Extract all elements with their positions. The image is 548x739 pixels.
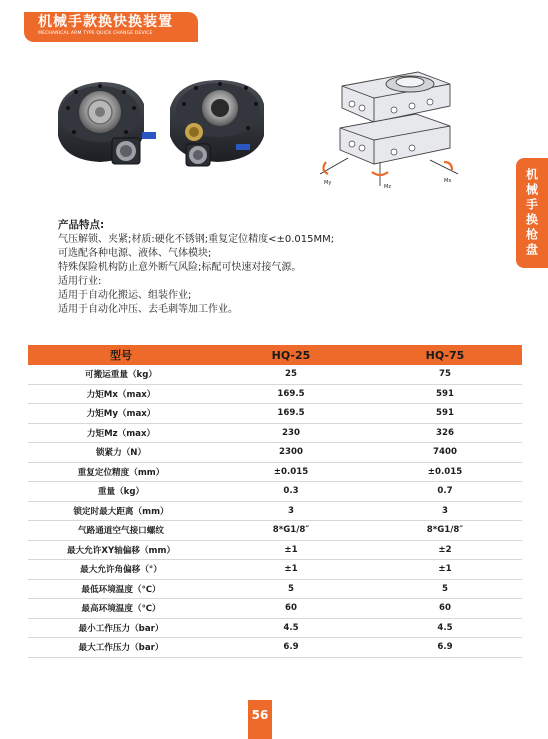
hq75-value: 75	[368, 365, 522, 384]
hq75-value: ±1	[368, 560, 522, 580]
hq25-value: 60	[214, 599, 368, 619]
row-label: 锁定时最大距离（mm）	[28, 501, 214, 521]
feature-line: 适用于自动化搬运、组装作业;	[58, 290, 192, 301]
hq75-value: ±2	[368, 540, 522, 560]
row-label: 重量（kg）	[28, 482, 214, 502]
row-label: 力矩Mz（max）	[28, 423, 214, 443]
hq25-value: 5	[214, 579, 368, 599]
hq25-value: ±1	[214, 540, 368, 560]
feature-line: 适用行业:	[58, 276, 102, 287]
table-row	[28, 521, 522, 541]
hq75-value: 3	[368, 501, 522, 521]
hq25-value: ±1	[214, 560, 368, 580]
hq25-value: 2300	[214, 443, 368, 463]
row-label: 最大工作压力（bar）	[28, 638, 214, 658]
section-title: 机械手款换快换装置	[38, 14, 173, 30]
row-label: 气路通道空气接口螺纹	[28, 521, 214, 541]
hq25-value: 8*G1/8″	[214, 521, 368, 541]
row-label: 力矩My（max）	[28, 404, 214, 424]
table-row	[28, 501, 522, 521]
table-row	[28, 384, 522, 404]
table-row	[28, 638, 522, 658]
hq25-value: 3	[214, 501, 368, 521]
hq75-value: 6.9	[368, 638, 522, 658]
spec-table	[28, 345, 522, 658]
hq75-value: 591	[368, 384, 522, 404]
hq75-value: 326	[368, 423, 522, 443]
hq75-value: 60	[368, 599, 522, 619]
table-row	[28, 365, 522, 384]
row-label: 最小工作压力（bar）	[28, 618, 214, 638]
row-label: 最大允许XY轴偏移（mm）	[28, 540, 214, 560]
hq75-value: ±0.015	[368, 462, 522, 482]
label-my: My	[324, 180, 332, 186]
feature-line: 气压解锁、夹紧;材质:硬化不锈钢;重复定位精度<±0.015MM;	[58, 234, 335, 245]
hq75-value: 5	[368, 579, 522, 599]
hq25-value: 6.9	[214, 638, 368, 658]
hq75-value: 4.5	[368, 618, 522, 638]
row-label: 力矩Mx（max）	[28, 384, 214, 404]
hq25-value: 25	[214, 365, 368, 384]
row-label: 可搬运重量（kg）	[28, 365, 214, 384]
table-row	[28, 599, 522, 619]
hq75-value: 591	[368, 404, 522, 424]
row-label: 锁紧力（N）	[28, 443, 214, 463]
hq25-value: 169.5	[214, 404, 368, 424]
table-row	[28, 423, 522, 443]
hq25-value: ±0.015	[214, 462, 368, 482]
hq25-value: 230	[214, 423, 368, 443]
hq25-value: 0.3	[214, 482, 368, 502]
feature-line: 可选配各种电源、液体、气体模块;	[58, 248, 212, 259]
table-row	[28, 462, 522, 482]
torque-axis-diagram	[318, 58, 460, 190]
hq75-value: 7400	[368, 443, 522, 463]
table-row	[28, 579, 522, 599]
row-label: 最大允许角偏移（°）	[28, 560, 214, 580]
table-row	[28, 540, 522, 560]
tool-side-unit	[58, 82, 156, 164]
table-row	[28, 560, 522, 580]
label-mz: Mz	[384, 184, 391, 190]
section-subtitle: MECHANICAL ARM TYPE QUICK CHANGE DEVICE	[38, 31, 153, 36]
feature-line: 适用于自动化冲压、去毛刺等加工作业。	[58, 304, 238, 315]
side-tab-label: 机械手换枪盘	[524, 168, 539, 258]
table-row	[28, 482, 522, 502]
header-model: 型号	[28, 345, 214, 365]
table-row	[28, 404, 522, 424]
feature-line: 特殊保险机构防止意外断气风险;标配可快速对接气源。	[58, 262, 302, 273]
section-title-box	[24, 12, 198, 42]
side-category-tab	[516, 158, 548, 268]
features-heading: 产品特点:	[58, 219, 105, 231]
header-hq25: HQ-25	[214, 345, 368, 365]
hq25-value: 169.5	[214, 384, 368, 404]
product-photo	[52, 74, 268, 178]
hq75-value: 0.7	[368, 482, 522, 502]
label-mx: Mx	[444, 178, 452, 184]
robot-side-unit	[170, 80, 264, 166]
table-row	[28, 618, 522, 638]
row-label: 最高环境温度（℃）	[28, 599, 214, 619]
product-features	[58, 218, 458, 317]
row-label: 重复定位精度（mm）	[28, 462, 214, 482]
hq75-value: 8*G1/8″	[368, 521, 522, 541]
table-row	[28, 443, 522, 463]
hq25-value: 4.5	[214, 618, 368, 638]
header-hq75: HQ-75	[368, 345, 522, 365]
page-number: 56	[248, 700, 272, 739]
row-label: 最低环境温度（℃）	[28, 579, 214, 599]
spec-header-row	[28, 345, 522, 365]
